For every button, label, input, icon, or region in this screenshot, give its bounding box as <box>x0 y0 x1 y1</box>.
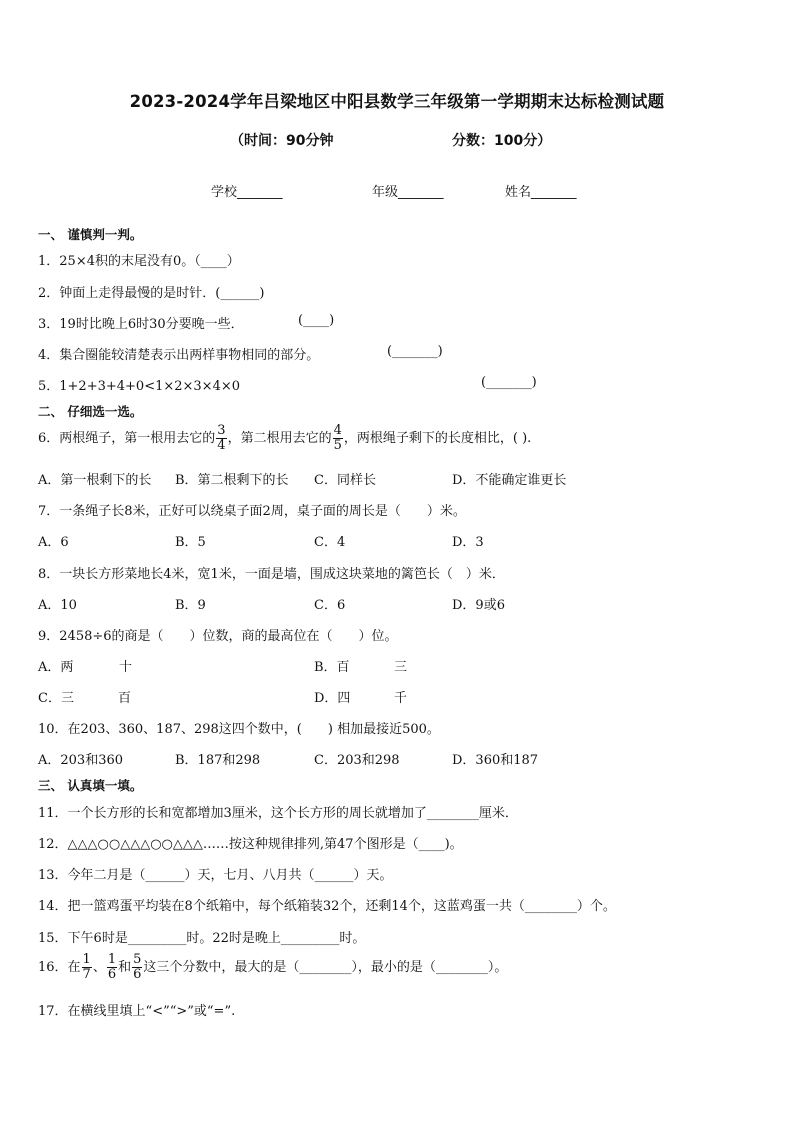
question-10: 10．在203、360、187、298这四个数中，( ) 相加最接近500。 <box>38 722 440 737</box>
fraction-3-4 <box>216 424 226 453</box>
question-7: 7．一条绳子长8米，正好可以绕桌子面2周，桌子面的周长是（ ）米。 <box>38 504 466 519</box>
fraction-denominator: 7 <box>82 967 91 982</box>
fraction-1-6 <box>107 953 117 982</box>
fraction-denominator: 6 <box>133 967 142 982</box>
fraction-numerator: 1 <box>107 952 117 967</box>
q6-option-c: C．同样长 <box>314 473 376 488</box>
q10-option-a: A．203和360 <box>38 753 124 768</box>
question-5: 5．1+2+3+4+0<1×2×3×4×0 <box>38 379 241 394</box>
question-6-text-2: ，第二根用去它的 <box>227 431 332 446</box>
fraction-numerator: 1 <box>82 952 91 967</box>
section-3-title: 三、 认真填一填。 <box>38 778 143 793</box>
question-16-text-1: 16．在 <box>38 960 81 975</box>
q10-option-c: C．203和298 <box>314 753 400 768</box>
question-16 <box>38 948 507 988</box>
question-8: 8．一块长方形菜地长4米，宽1米，一面是墙，围成这块菜地的篱笆长（ ）米． <box>38 567 505 582</box>
section-1-title: 一、 谨慎判一判。 <box>38 227 143 242</box>
q7-option-c: C．4 <box>314 535 346 550</box>
q6-option-d: D．不能确定谁更长 <box>452 473 567 488</box>
fraction-numerator: 5 <box>133 952 142 967</box>
q9-option-b: B．百 <box>314 660 350 675</box>
q8-option-d: D．9或6 <box>452 598 505 613</box>
question-2: 2．钟面上走得最慢的是时针．(______) <box>38 286 265 301</box>
question-12: 12．△△△○○△△△○○△△△……按这种规律排列,第47个图形是（____)。 <box>38 837 463 852</box>
q8-option-b: B．9 <box>175 598 206 613</box>
fraction-1-7 <box>82 953 92 982</box>
q7-option-d: D．3 <box>452 535 484 550</box>
q10-option-b: B．187和298 <box>175 753 261 768</box>
q9-option-d-second: 千 <box>394 691 408 706</box>
q10-option-d: D．360和187 <box>452 753 539 768</box>
separator-comma: 、 <box>92 960 106 975</box>
q7-option-b: B．5 <box>175 535 206 550</box>
school-field: 学校_______ <box>211 185 283 200</box>
question-1: 1．25×4积的末尾没有0。（____） <box>38 254 240 269</box>
q9-option-c: C．三 <box>38 691 74 706</box>
q8-option-a: A．10 <box>38 598 77 613</box>
question-4-blank: (_______) <box>387 344 443 359</box>
question-6 <box>38 421 531 457</box>
q6-option-a: A．第一根剩下的长 <box>38 473 152 488</box>
question-6-text-3: ，两根绳子剩下的长度相比，( ). <box>343 431 532 446</box>
name-field: 姓名_______ <box>505 185 577 200</box>
fraction-denominator: 6 <box>107 967 117 982</box>
question-13: 13．今年二月是（______）天，七月、八月共（______）天。 <box>38 868 393 883</box>
page-title: 2023-2024学年吕梁地区中阳县数学三年级第一学期期末达标检测试题 <box>129 92 665 111</box>
exam-score: 分数：100分） <box>452 133 552 149</box>
q7-option-a: A．6 <box>38 535 69 550</box>
fraction-denominator: 5 <box>333 438 342 453</box>
fraction-5-6 <box>132 953 142 982</box>
q8-option-c: C．6 <box>314 598 346 613</box>
question-17: 17．在横线里填上“<”“>”或“=”. <box>38 1004 236 1019</box>
question-4: 4．集合圈能较清楚表示出两样事物相同的部分。 <box>38 348 320 363</box>
fraction-4-5 <box>333 424 343 453</box>
question-5-blank: (_______) <box>481 375 537 390</box>
q9-option-b-second: 三 <box>394 660 408 675</box>
question-3: 3．19时比晚上6时30分要晚一些． <box>38 317 244 332</box>
question-11: 11．一个长方形的长和宽都增加3厘米，这个长方形的周长就增加了________厘米． <box>38 806 518 821</box>
question-3-blank: (____) <box>298 313 335 328</box>
fraction-numerator: 3 <box>217 423 226 438</box>
grade-field: 年级_______ <box>372 185 444 200</box>
exam-time: （时间：90分钟 <box>230 133 334 149</box>
section-2-title: 二、 仔细选一选。 <box>38 404 143 419</box>
question-9: 9．2458÷6的商是（ ）位数，商的最高位在（ ）位。 <box>38 629 398 644</box>
conjunction-and: 和 <box>118 960 132 975</box>
q9-option-d: D．四 <box>314 691 351 706</box>
q6-option-b: B．第二根剩下的长 <box>175 473 289 488</box>
q9-option-c-second: 百 <box>118 691 132 706</box>
question-6-text-1: 6．两根绳子，第一根用去它的 <box>38 431 216 446</box>
question-15: 15．下午6时是_________时。22时是晚上_________时。 <box>38 931 366 946</box>
question-16-text-2: 这三个分数中，最大的是（________），最小的是（________）。 <box>143 960 508 975</box>
fraction-numerator: 4 <box>333 423 342 438</box>
q9-option-a: A．两 <box>38 660 74 675</box>
question-14: 14．把一篮鸡蛋平均装在8个纸箱中，每个纸箱装32个，还剩14个，这蓝鸡蛋一共（________）个。 <box>38 899 616 914</box>
fraction-denominator: 4 <box>217 438 226 453</box>
q9-option-a-second: 十 <box>119 660 133 675</box>
